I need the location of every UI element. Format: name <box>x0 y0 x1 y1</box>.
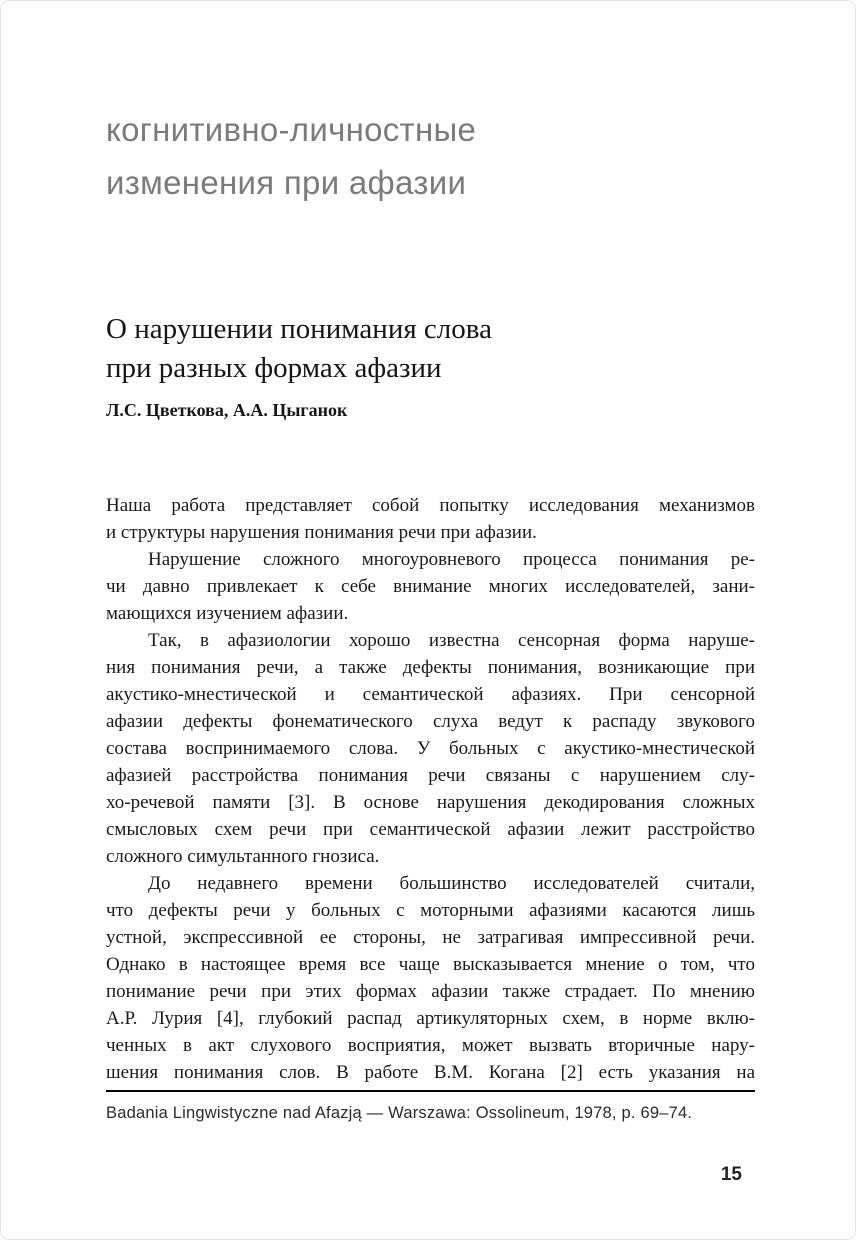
running-head-line-2: изменения при афазии <box>106 164 467 201</box>
text-line: и структуры нарушения понимания речи при афазии. <box>106 522 537 543</box>
text-line: акустико-мнестической и семантической афазиях. При сенсорной <box>106 684 755 705</box>
article-title <box>106 310 492 388</box>
footnote-rule <box>106 1090 755 1092</box>
text-line: До недавнего времени большинство исследователей считали, <box>148 873 755 894</box>
text-line: сложного симультанного гнозиса. <box>106 846 380 867</box>
text-line: состава воспринимаемого слова. У больных с акустико-мнестической <box>106 738 755 759</box>
text-line: афазией расстройства понимания речи связаны с нарушением слу- <box>106 765 755 786</box>
text-line: шения понимания слов. В работе В.М. Когана [2] есть указания на <box>106 1062 755 1083</box>
text-line: ния понимания речи, а также дефекты понимания, возникающие при <box>106 657 755 678</box>
chapter-running-head <box>106 103 476 209</box>
footnote-citation: Badania Lingwistyczne nad Afazją — Warszawa: Ossolineum, 1978, p. 69–74. <box>106 1104 693 1122</box>
text-line: ченных в акт слухового восприятия, может вызвать вторичные нару- <box>106 1035 755 1056</box>
article-title-line-2: при разных формах афазии <box>106 352 442 384</box>
text-line: смысловых схем речи при семантической афазии лежит расстройство <box>106 819 755 840</box>
text-line: Наша работа представляет собой попытку исследования механизмов <box>106 495 755 516</box>
text-line: мающихся изучением афазии. <box>106 603 349 624</box>
page-number: 15 <box>720 1164 742 1185</box>
text-line: чи давно привлекает к себе внимание многих исследователей, зани- <box>106 576 755 597</box>
paragraph <box>106 870 755 1086</box>
text-line: хо-речевой памяти [3]. В основе нарушения декодирования сложных <box>106 792 755 813</box>
text-line: Однако в настоящее время все чаще высказывается мнение о том, что <box>106 954 755 975</box>
text-line: А.Р. Лурия [4], глубокий распад артикуляторных схем, в норме вклю- <box>106 1008 755 1029</box>
paragraph <box>106 546 755 627</box>
body-text <box>106 492 755 1086</box>
text-line: устной, экспрессивной ее стороны, не затрагивая импрессивной речи. <box>106 927 755 948</box>
text-line: понимание речи при этих формах афазии также страдает. По мнению <box>106 981 755 1002</box>
text-line: что дефекты речи у больных с моторными афазиями касаются лишь <box>106 900 755 921</box>
text-line: афазии дефекты фонематического слуха ведут к распаду звукового <box>106 711 755 732</box>
text-line: Нарушение сложного многоуровневого процесса понимания ре- <box>148 549 755 570</box>
running-head-line-1: когнитивно-личностные <box>106 111 477 148</box>
article-authors: Л.С. Цветкова, А.А. Цыганок <box>106 400 348 420</box>
text-line: Так, в афазиологии хорошо известна сенсорная форма наруше- <box>148 630 755 651</box>
article-title-line-1: О нарушении понимания слова <box>106 313 492 345</box>
paragraph <box>106 627 755 870</box>
paragraph <box>106 492 755 546</box>
